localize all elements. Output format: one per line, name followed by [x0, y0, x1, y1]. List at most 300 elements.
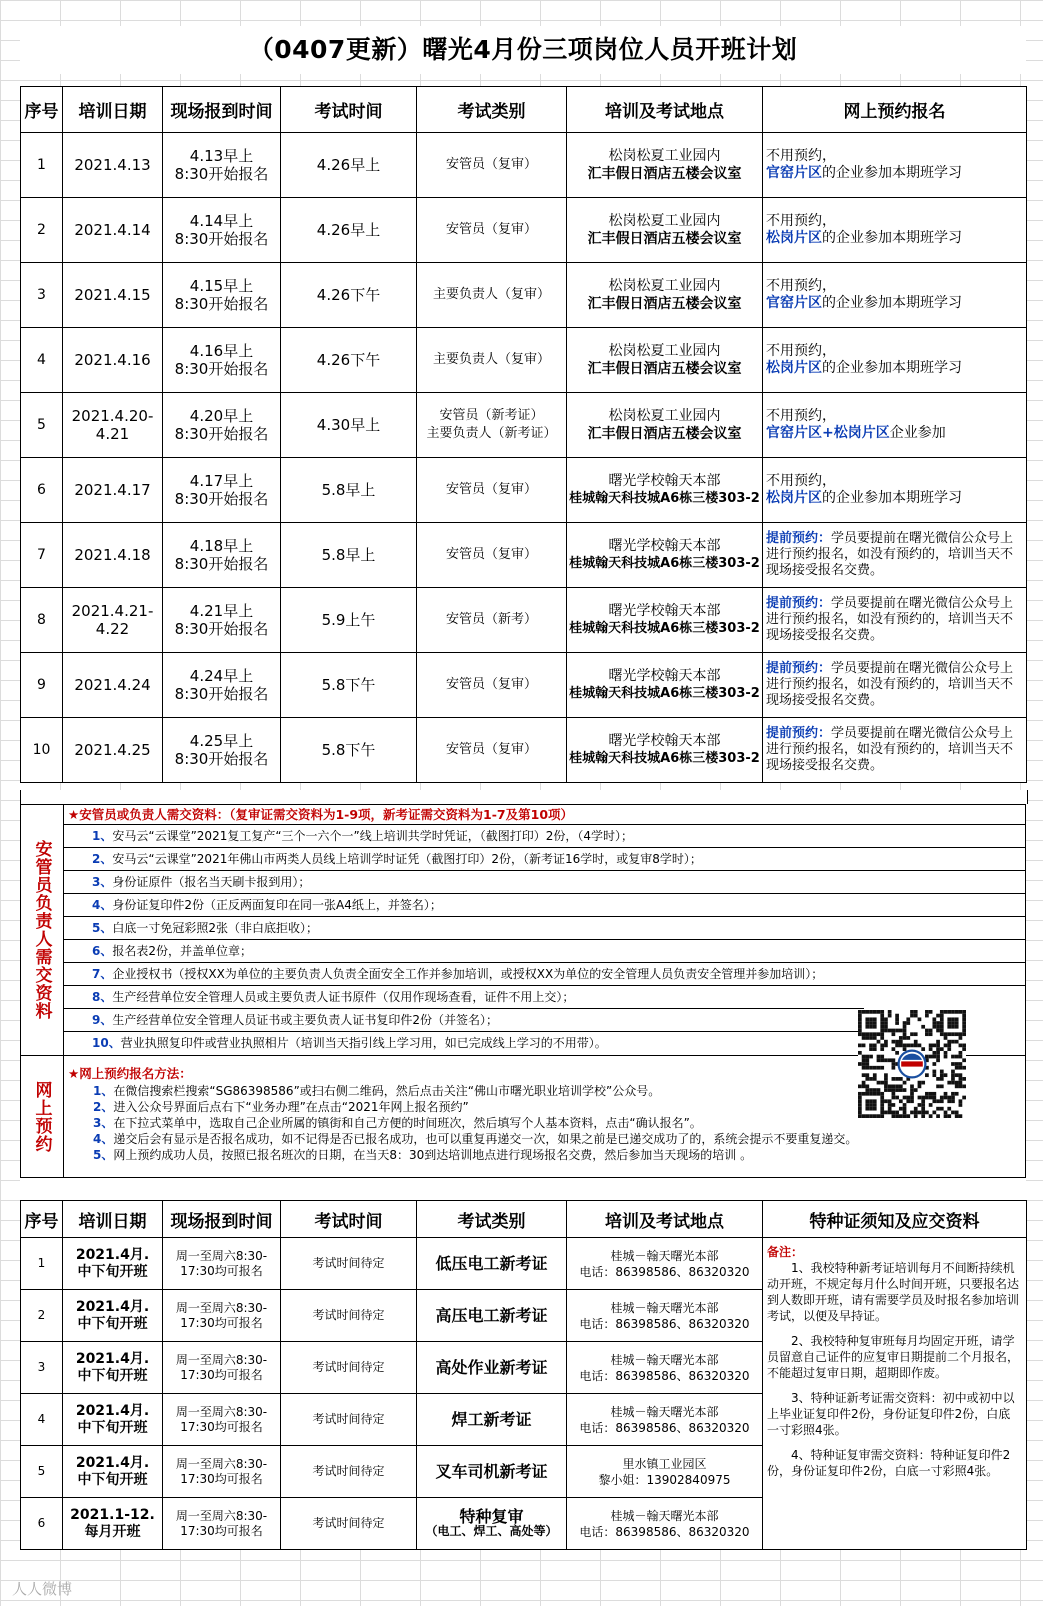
cell-train-date: 2021.4.21-4.22 [63, 588, 163, 653]
cell-train-date [63, 1394, 163, 1446]
registration-label: 不用预约， [766, 278, 836, 294]
cell-no: 4 [21, 328, 63, 393]
material-item [64, 986, 864, 1009]
category-line-1: 主要负责人（复审） [432, 352, 550, 367]
report-hour: 8:30开始报名 [174, 165, 269, 183]
cell-no: 2 [21, 1290, 63, 1342]
report-hour: 8:30开始报名 [174, 620, 269, 638]
location-line-2: 电话：86398586、86320320 [579, 1316, 750, 1331]
registration-text: 的企业参加本期班学习 [822, 230, 962, 246]
cell-exam-category [417, 393, 567, 458]
cell-report-time [163, 718, 281, 783]
report-day: 4.14早上 [189, 212, 254, 230]
cell-report-time [163, 523, 281, 588]
cell-location [567, 133, 763, 198]
note-paragraph: 1、我校特种新考证培训每月不间断持续机动开班，不规定每月什么时间开班，只要报名达到人数即开班，请有需要学员及时报名参加培训考试，以便及早持证。 [767, 1261, 1020, 1323]
registration-text: 学员要提前在曙光微信公众号上进行预约报名，如没有预约的，培训当天不现场接受报名交费。 [766, 596, 1014, 643]
report-hour: 8:30开始报名 [174, 425, 269, 443]
cell-exam-category [417, 1446, 567, 1498]
cell-location [567, 1446, 763, 1498]
cell-no: 2 [21, 198, 63, 263]
location-line-1: 桂城－翰天曙光本部 [610, 1248, 719, 1263]
cell-exam-category [417, 523, 567, 588]
report-day: 4.16早上 [189, 342, 254, 360]
material-number: 7、 [92, 967, 113, 981]
cell-exam-category [417, 263, 567, 328]
location-line-2: 汇丰假日酒店五楼会议室 [587, 361, 742, 377]
category-sub: （电工、焊工、高处等） [425, 1524, 558, 1538]
category-name: 焊工新考证 [451, 1410, 532, 1429]
step-number: 3、 [93, 1116, 114, 1130]
cell-report-time [163, 263, 281, 328]
report-day: 4.17早上 [189, 472, 254, 490]
material-number: 5、 [92, 921, 113, 935]
cell-no: 5 [21, 1446, 63, 1498]
date-line-1: 2021.4月. [75, 1298, 150, 1315]
cell-location [567, 1290, 763, 1342]
location-line-2: 电话：86398586、86320320 [579, 1264, 750, 1279]
materials-side-label: 安管员负责人需交资料 [21, 805, 64, 1055]
report-hour: 8:30开始报名 [174, 490, 269, 508]
header-report-time: 现场报到时间 [163, 1201, 281, 1238]
location-line-2: 汇丰假日酒店五楼会议室 [587, 231, 742, 247]
cell-online-registration [763, 588, 1027, 653]
material-item [64, 917, 1025, 940]
cell-exam-category [417, 328, 567, 393]
material-number: 8、 [92, 990, 113, 1004]
cell-exam-time: 考试时间待定 [281, 1238, 417, 1290]
header-exam-time: 考试时间 [281, 87, 417, 133]
material-text: 生产经营单位安全管理人员证书或主要负责人证书复印件2份（并签名）； [112, 1013, 498, 1027]
registration-text: 的企业参加本期班学习 [822, 295, 962, 311]
cell-location [567, 458, 763, 523]
cell-no: 6 [21, 1498, 63, 1550]
material-item [64, 940, 1025, 963]
cell-no: 7 [21, 523, 63, 588]
step-text: 在下拉式菜单中，选取自己企业所属的镇街和自己方便的时间班次，然后填写个人基本资料，点击“确认报名”。 [113, 1116, 702, 1130]
registration-area: 官窑片区 [766, 165, 822, 181]
location-line-2: 电话：86398586、86320320 [579, 1420, 750, 1435]
header-train-date: 培训日期 [63, 87, 163, 133]
report-hour: 8:30开始报名 [174, 555, 269, 573]
category-line-1: 安管员（新考证） [439, 408, 544, 423]
category-name: 高压电工新考证 [435, 1306, 548, 1325]
cell-report-time: 周一至周六8:30-17:30均可报名 [163, 1446, 281, 1498]
location-line-2: 汇丰假日酒店五楼会议室 [587, 296, 742, 312]
registration-text: 的企业参加本期班学习 [822, 490, 962, 506]
report-day: 4.21早上 [189, 602, 254, 620]
report-day: 4.13早上 [189, 147, 254, 165]
material-item [64, 825, 1025, 848]
cell-no: 9 [21, 653, 63, 718]
step-number: 2、 [93, 1100, 114, 1114]
location-line-2: 桂城翰天科技城A6栋三楼303-2 [569, 751, 760, 766]
cell-train-date: 2021.4.18 [63, 523, 163, 588]
header-location: 培训及考试地点 [567, 1201, 763, 1238]
category-line-1: 安管员（复审） [445, 677, 537, 692]
date-line-2: 中下旬开班 [77, 1419, 148, 1436]
cell-exam-category [417, 458, 567, 523]
cell-exam-time: 4.26下午 [281, 263, 417, 328]
cell-exam-time: 考试时间待定 [281, 1342, 417, 1394]
date-line-2: 中下旬开班 [77, 1315, 148, 1332]
material-number: 3、 [92, 875, 113, 889]
cell-train-date [63, 1342, 163, 1394]
material-item [64, 848, 1025, 871]
cell-location [567, 263, 763, 328]
table-row [21, 263, 1027, 328]
cell-online-registration [763, 458, 1027, 523]
step-number: 4、 [93, 1132, 114, 1146]
material-text: 企业授权书（授权XX为单位的主要负责人负责全面安全工作并参加培训，或授权XX为单位的安全管理人员负责安全管理并参加培训）； [112, 967, 824, 981]
step-text: 在微信搜索栏搜索“SG86398586”或扫右侧二维码，然后点击关注“佛山市曙光职业培训学校”公众号。 [113, 1084, 661, 1098]
category-name: 叉车司机新考证 [435, 1462, 548, 1481]
registration-label: 提前预约： [766, 596, 832, 611]
header-exam-category: 考试类别 [417, 1201, 567, 1238]
cell-report-time [163, 198, 281, 263]
material-number: 10、 [92, 1036, 121, 1050]
booking-step [93, 1098, 469, 1115]
location-line-1: 松岗松夏工业园内 [608, 213, 721, 229]
location-line-2: 桂城翰天科技城A6栋三楼303-2 [569, 621, 760, 636]
location-line-2: 黎小姐：13902840975 [598, 1472, 731, 1487]
material-text: 身份证复印件2份（正反两面复印在同一张A4纸上，并签名）； [112, 898, 442, 912]
cell-exam-category [417, 1498, 567, 1550]
booking-step [93, 1114, 702, 1131]
table-row [21, 133, 1027, 198]
date-line-2: 中下旬开班 [77, 1471, 148, 1488]
cell-exam-time: 5.9上午 [281, 588, 417, 653]
header-report-time: 现场报到时间 [163, 87, 281, 133]
cell-train-date [63, 1498, 163, 1550]
registration-area: 松岗片区 [766, 230, 822, 246]
header-exam-category: 考试类别 [417, 87, 567, 133]
registration-label: 提前预约： [766, 726, 832, 741]
material-number: 2、 [92, 852, 113, 866]
registration-text: 学员要提前在曙光微信公众号上进行预约报名，如没有预约的，培训当天不现场接受报名交费。 [766, 531, 1014, 578]
date-line-1: 2021.4月. [75, 1350, 150, 1367]
booking-step [93, 1130, 857, 1147]
cell-train-date [63, 1446, 163, 1498]
location-line-1: 曙光学校翰天本部 [608, 733, 721, 749]
cell-train-date: 2021.4.17 [63, 458, 163, 523]
category-line-1: 安管员（复审） [445, 222, 537, 237]
registration-label: 不用预约， [766, 473, 836, 489]
materials-heading: ★安管员或负责人需交资料：（复审证需交资料为1-9项，新考证需交资料为1-7及第10项） [64, 805, 1025, 825]
table-row [21, 588, 1027, 653]
table-row [21, 458, 1027, 523]
location-line-2: 桂城翰天科技城A6栋三楼303-2 [569, 686, 760, 701]
location-line-2: 电话：86398586、86320320 [579, 1368, 750, 1383]
cell-exam-time: 考试时间待定 [281, 1394, 417, 1446]
registration-text: 的企业参加本期班学习 [822, 360, 962, 376]
cell-exam-category [417, 1342, 567, 1394]
cell-report-time [163, 328, 281, 393]
cell-exam-time: 5.8下午 [281, 718, 417, 783]
category-line-1: 安管员（复审） [445, 742, 537, 757]
material-number: 6、 [92, 944, 113, 958]
category-name: 特种复审 [459, 1507, 524, 1526]
location-line-2: 汇丰假日酒店五楼会议室 [587, 166, 742, 182]
step-text: 网上预约成功人员，按照已报名班次的日期，在当天8：30到达培训地点进行现场报名交费，然后参加当天现场的培训 。 [113, 1148, 753, 1162]
cell-notes [763, 1238, 1027, 1550]
table-row [21, 1238, 1027, 1290]
category-line-2: 主要负责人（新考证） [426, 426, 557, 441]
page-title: （0407更新）曙光4月份三项岗位人员开班计划 [20, 26, 1026, 74]
header-location: 培训及考试地点 [567, 87, 763, 133]
date-line-1: 2021.1-12. [70, 1506, 155, 1523]
header-exam-time: 考试时间 [281, 1201, 417, 1238]
cell-exam-category [417, 198, 567, 263]
location-line-1: 松岗松夏工业园内 [608, 343, 721, 359]
header-notes: 特种证须知及应交资料 [763, 1201, 1027, 1238]
cell-no: 5 [21, 393, 63, 458]
cell-exam-category [417, 1238, 567, 1290]
note-paragraph: 4、特种证复审需交资料：特种证复印件2份，身份证复印件2份，白底一寸彩照4张。 [767, 1448, 1011, 1478]
class-schedule-table [20, 86, 1027, 783]
note-paragraph: 2、我校特种复审班每月均固定开班，请学员留意自己证件的应复审日期提前二个月报名，不能超过复审日期，超期即作废。 [767, 1334, 1020, 1380]
table-spacer [20, 790, 1028, 804]
table-row [21, 198, 1027, 263]
location-line-1: 松岗松夏工业园内 [608, 278, 721, 294]
cell-train-date [63, 1238, 163, 1290]
header-train-date: 培训日期 [63, 1201, 163, 1238]
table-row [21, 523, 1027, 588]
table-header-row [21, 1201, 1027, 1238]
section-gap [20, 1178, 1026, 1200]
cell-online-registration [763, 393, 1027, 458]
cell-no: 8 [21, 588, 63, 653]
cell-exam-time: 5.8早上 [281, 523, 417, 588]
header-online-registration: 网上预约报名 [763, 87, 1027, 133]
cell-no: 6 [21, 458, 63, 523]
material-text: 白底一寸免冠彩照2张（非白底拒收）； [112, 921, 318, 935]
cell-location [567, 393, 763, 458]
report-hour: 8:30开始报名 [174, 750, 269, 768]
material-item [64, 963, 1025, 986]
material-number: 9、 [92, 1013, 113, 1027]
category-name: 低压电工新考证 [435, 1254, 548, 1273]
cell-online-registration [763, 198, 1027, 263]
cell-exam-time: 4.26早上 [281, 133, 417, 198]
material-item [64, 1032, 864, 1055]
registration-text: 学员要提前在曙光微信公众号上进行预约报名，如没有预约的，培训当天不现场接受报名交费。 [766, 726, 1014, 773]
cell-train-date: 2021.4.13 [63, 133, 163, 198]
material-text: 生产经营单位安全管理人员或主要负责人证书原件（仅用作现场查看，证件不用上交）； [112, 990, 575, 1004]
registration-area: 官窑片区 [766, 295, 822, 311]
registration-text: 学员要提前在曙光微信公众号上进行预约报名，如没有预约的，培训当天不现场接受报名交费。 [766, 661, 1014, 708]
report-day: 4.25早上 [189, 732, 254, 750]
header-no: 序号 [21, 87, 63, 133]
registration-label: 不用预约， [766, 408, 836, 424]
note-paragraph: 3、特种证新考证需交资料：初中或初中以上毕业证复印件2份，身份证复印件2份，白底一寸彩照4张。 [767, 1391, 1015, 1437]
cell-report-time [163, 458, 281, 523]
cell-no: 4 [21, 1394, 63, 1446]
location-line-1: 松岗松夏工业园内 [608, 408, 721, 424]
cell-train-date [63, 1290, 163, 1342]
location-line-1: 曙光学校翰天本部 [608, 668, 721, 684]
report-hour: 8:30开始报名 [174, 360, 269, 378]
cell-location [567, 1238, 763, 1290]
cell-exam-time: 5.8下午 [281, 653, 417, 718]
cell-exam-time: 4.30早上 [281, 393, 417, 458]
category-line-1: 安管员（复审） [445, 157, 537, 172]
step-text: 进入公众号界面后点右下“业务办理”在点击“2021年网上报名预约” [113, 1100, 469, 1114]
report-day: 4.24早上 [189, 667, 254, 685]
cell-report-time: 周一至周六8:30-17:30均可报名 [163, 1290, 281, 1342]
cell-report-time: 周一至周六8:30-17:30均可报名 [163, 1498, 281, 1550]
material-number: 1、 [92, 829, 113, 843]
booking-side-label: 网上预约 [21, 1056, 64, 1177]
table-row [21, 328, 1027, 393]
material-item [64, 1009, 864, 1032]
booking-step [93, 1146, 752, 1163]
cell-report-time [163, 653, 281, 718]
registration-area: 松岗片区 [766, 490, 822, 506]
cell-train-date: 2021.4.24 [63, 653, 163, 718]
registration-text: 的企业参加本期班学习 [822, 165, 962, 181]
cell-online-registration [763, 328, 1027, 393]
registration-area: 官窑片区+松岗片区 [766, 425, 890, 441]
report-day: 4.15早上 [189, 277, 254, 295]
cell-location [567, 198, 763, 263]
cell-location [567, 1394, 763, 1446]
date-line-1: 2021.4月. [75, 1454, 150, 1471]
material-text: 身份证原件（报名当天刷卡报到用）； [112, 875, 311, 889]
note-title: 备注： [767, 1245, 804, 1259]
cell-report-time [163, 588, 281, 653]
date-line-2: 中下旬开班 [77, 1367, 148, 1384]
category-line-1: 主要负责人（复审） [432, 287, 550, 302]
cell-no: 3 [21, 263, 63, 328]
category-line-1: 安管员（复审） [445, 547, 537, 562]
wechat-qr-code-icon [858, 1010, 966, 1118]
material-text: 营业执照复印件或营业执照相片（培训当天指引线上学习用，如已完成线上学习的不用带）。 [120, 1036, 607, 1050]
location-line-2: 汇丰假日酒店五楼会议室 [587, 426, 742, 442]
cell-online-registration [763, 653, 1027, 718]
step-number: 1、 [93, 1084, 114, 1098]
step-number: 5、 [93, 1148, 114, 1162]
location-line-1: 桂城－翰天曙光本部 [610, 1404, 719, 1419]
table-row [21, 393, 1027, 458]
cell-exam-category [417, 1290, 567, 1342]
cell-report-time: 周一至周六8:30-17:30均可报名 [163, 1238, 281, 1290]
booking-heading: ★网上预约报名方法： [68, 1066, 192, 1081]
step-text: 递交后会有显示是否报名成功，如不记得是否已报名成功，也可以重复再递交一次，如果之前是已递交成功了的，系统会提示不要重复递交。 [113, 1132, 858, 1146]
location-line-1: 桂城－翰天曙光本部 [610, 1300, 719, 1315]
cell-exam-time: 考试时间待定 [281, 1498, 417, 1550]
cell-online-registration [763, 263, 1027, 328]
cell-no: 1 [21, 1238, 63, 1290]
cell-location [567, 328, 763, 393]
cell-location [567, 523, 763, 588]
cell-location [567, 1498, 763, 1550]
registration-label: 提前预约： [766, 531, 832, 546]
cell-train-date: 2021.4.14 [63, 198, 163, 263]
material-text: 安马云“云课堂”2021复工复产“三个一六个一”线上培训共学时凭证，（截图打印）2份，（4学时）； [112, 829, 634, 843]
cell-location [567, 653, 763, 718]
report-day: 4.20早上 [189, 407, 254, 425]
location-line-2: 电话：86398586、86320320 [579, 1524, 750, 1539]
registration-label: 提前预约： [766, 661, 832, 676]
registration-label: 不用预约， [766, 148, 836, 164]
location-line-2: 桂城翰天科技城A6栋三楼303-2 [569, 491, 760, 506]
cell-online-registration [763, 523, 1027, 588]
registration-area: 松岗片区 [766, 360, 822, 376]
cell-train-date: 2021.4.16 [63, 328, 163, 393]
material-text: 安马云“云课堂”2021年佛山市两类人员线上培训学时证凭（截图打印）2份，（新考证16学时，或复审8学时）； [112, 852, 702, 866]
cell-train-date: 2021.4.15 [63, 263, 163, 328]
material-item [64, 894, 1025, 917]
cell-exam-time: 4.26下午 [281, 328, 417, 393]
cell-no: 10 [21, 718, 63, 783]
cell-online-registration [763, 133, 1027, 198]
table-row [21, 653, 1027, 718]
location-line-2: 桂城翰天科技城A6栋三楼303-2 [569, 556, 760, 571]
material-number: 4、 [92, 898, 113, 912]
location-line-1: 曙光学校翰天本部 [608, 538, 721, 554]
cell-exam-category [417, 588, 567, 653]
cell-location [567, 1342, 763, 1394]
location-line-1: 里水镇工业园区 [622, 1456, 707, 1471]
date-line-1: 2021.4月. [75, 1402, 150, 1419]
category-line-1: 安管员（新考） [445, 612, 537, 627]
material-text: 报名表2份，并盖单位章； [112, 944, 252, 958]
cell-location [567, 718, 763, 783]
cell-exam-time: 5.8早上 [281, 458, 417, 523]
material-item [64, 871, 1025, 894]
cell-exam-time: 4.26早上 [281, 198, 417, 263]
watermark: 人人微博 [12, 1580, 73, 1598]
cell-train-date: 2021.4.20-4.21 [63, 393, 163, 458]
cell-report-time [163, 133, 281, 198]
cell-no: 3 [21, 1342, 63, 1394]
cell-location [567, 588, 763, 653]
location-line-1: 曙光学校翰天本部 [608, 473, 721, 489]
report-day: 4.18早上 [189, 537, 254, 555]
cell-online-registration [763, 718, 1027, 783]
date-line-1: 2021.4月. [75, 1246, 150, 1263]
location-line-1: 曙光学校翰天本部 [608, 603, 721, 619]
cell-exam-category [417, 133, 567, 198]
location-line-1: 桂城－翰天曙光本部 [610, 1352, 719, 1367]
date-line-2: 中下旬开班 [77, 1263, 148, 1280]
location-line-1: 桂城－翰天曙光本部 [610, 1508, 719, 1523]
cell-exam-time: 考试时间待定 [281, 1446, 417, 1498]
registration-text: 企业参加 [889, 425, 946, 441]
cell-report-time [163, 393, 281, 458]
date-line-2: 每月开班 [84, 1523, 141, 1540]
category-name: 高处作业新考证 [435, 1358, 548, 1377]
category-line-1: 安管员（复审） [445, 482, 537, 497]
report-hour: 8:30开始报名 [174, 685, 269, 703]
report-hour: 8:30开始报名 [174, 230, 269, 248]
cell-exam-time: 考试时间待定 [281, 1290, 417, 1342]
table-row [21, 718, 1027, 783]
cell-report-time: 周一至周六8:30-17:30均可报名 [163, 1394, 281, 1446]
table-header-row [21, 87, 1027, 133]
cell-no: 1 [21, 133, 63, 198]
booking-step [93, 1082, 660, 1099]
cell-exam-category [417, 653, 567, 718]
cell-report-time: 周一至周六8:30-17:30均可报名 [163, 1342, 281, 1394]
cell-train-date: 2021.4.25 [63, 718, 163, 783]
cell-exam-category [417, 1394, 567, 1446]
cell-exam-category [417, 718, 567, 783]
special-certificate-table [20, 1200, 1027, 1550]
registration-label: 不用预约， [766, 343, 836, 359]
location-line-1: 松岗松夏工业园内 [608, 148, 721, 164]
